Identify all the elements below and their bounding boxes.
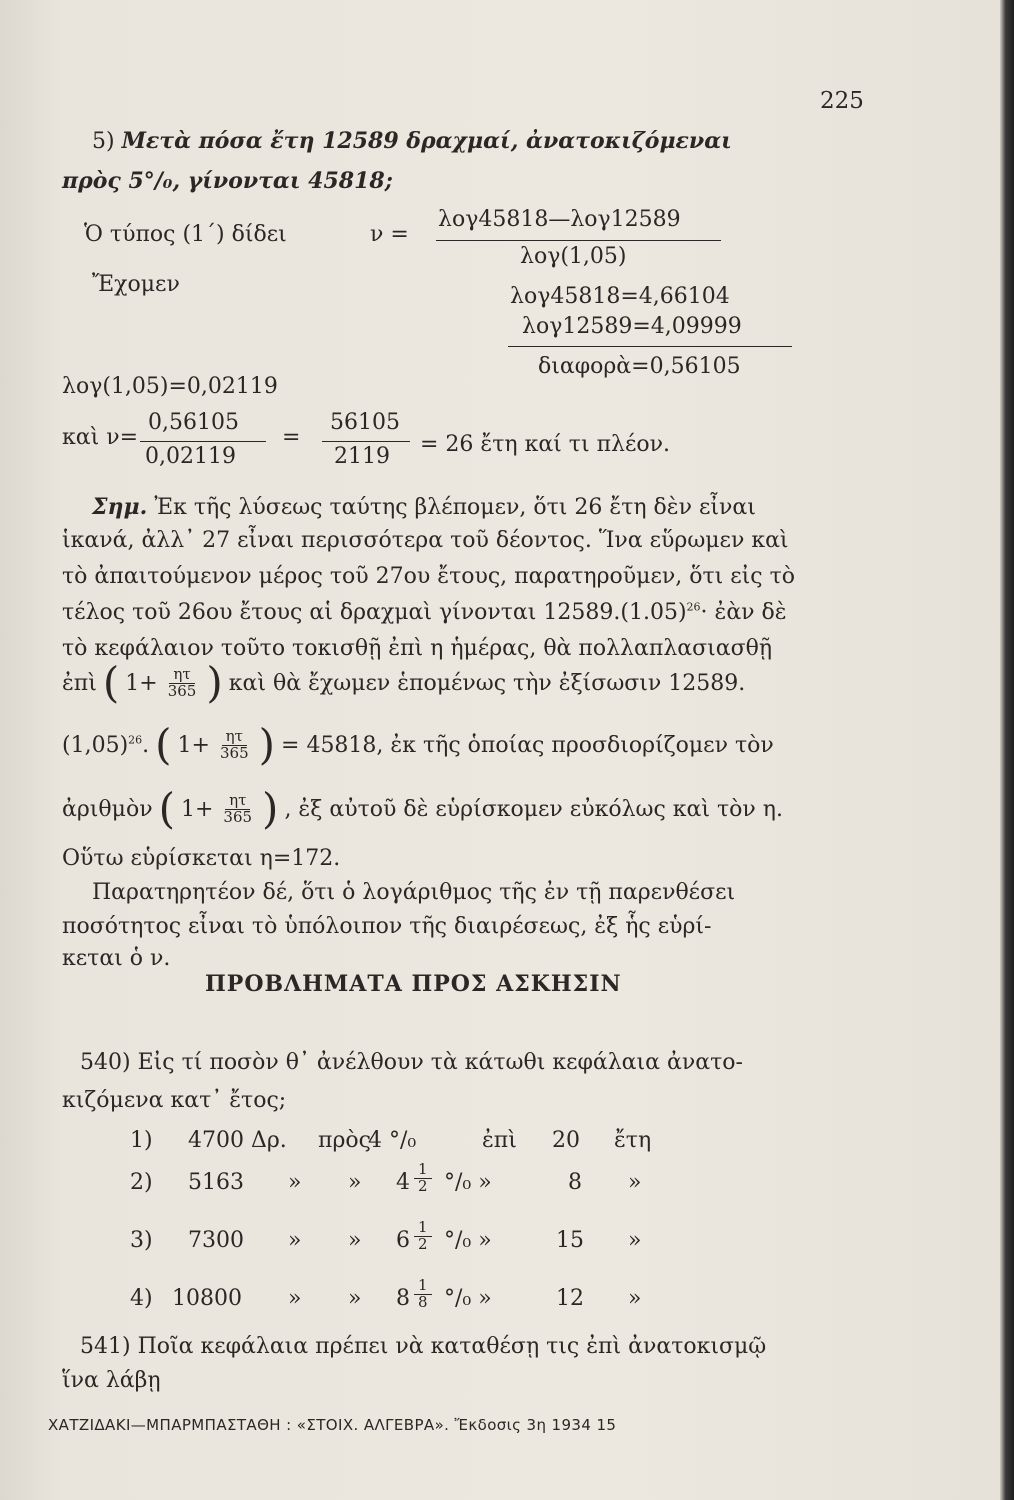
row-rate: 4 °/₀	[368, 1128, 417, 1153]
row-index: 3)	[130, 1228, 153, 1253]
note-line-8	[62, 784, 783, 833]
one-plus: 1+	[180, 796, 214, 822]
remark-line-1: Παρατηρητέον δέ, ὅτι ὁ λογάριθμος τῆς ἐν τῇ παρενθέσει	[92, 880, 736, 905]
problem-541-line-1: 541) Ποῖα κεφάλαια πρέπει νὰ καταθέσῃ τις ἐπὶ ἀνατοκισμῷ	[80, 1334, 767, 1359]
page-footer: ΧΑΤΖΙΔΑΚΙ—ΜΠΑΡΜΠΑΣΤΑΘΗ : «ΣΤΟΙΧ. ΑΛΓΕΒΡΑ». Ἔκδοσις 3η 1934 15	[48, 1416, 617, 1434]
open-paren-icon: (	[158, 784, 175, 833]
problem-5-line-2: πρὸς 5°/₀, γίνονται 45818;	[62, 168, 393, 194]
problem-541-line-2: ἵνα λάβῃ	[62, 1368, 161, 1393]
note-line-8-pre: ἀριθμὸν	[62, 796, 153, 822]
one-plus: 1+	[125, 670, 158, 696]
formula-numerator: λογ45818—λογ12589	[438, 207, 681, 232]
rate-num: 1	[414, 1220, 432, 1237]
ht-denominator: 365	[219, 743, 249, 762]
note-line-9: Οὕτω εὑρίσκεται η=172.	[62, 846, 341, 871]
note-line-5: τὸ κεφάλαιον τοῦτο τοκισθῇ ἐπὶ η ἡμέρας, θὰ πολλαπλασιασθῇ	[62, 636, 773, 661]
note-line-7-pre-wrap: $(1,05)^{26}$.	[62, 732, 150, 758]
row-rate-int: 8	[396, 1286, 410, 1311]
row-pros: »	[348, 1286, 362, 1311]
close-paren-icon: )	[262, 784, 279, 833]
close-paren-icon: )	[258, 720, 276, 769]
row-pros: »	[348, 1228, 362, 1253]
row-unit: ἔτη	[614, 1128, 652, 1153]
row-ditto: »	[288, 1228, 302, 1253]
exercises-heading: ΠΡΟΒΛΗΜΑΤΑ ΠΡΟΣ ΑΣΚΗΣΙΝ	[205, 971, 622, 997]
row-pros: »	[348, 1170, 362, 1195]
formula-denominator: λογ(1,05)	[520, 244, 627, 269]
ht-numerator: ητ	[225, 793, 250, 810]
row-rate-pct: °/₀ »	[444, 1170, 492, 1195]
row-rate-pct: °/₀ »	[444, 1286, 492, 1311]
open-paren-icon: (	[155, 720, 172, 769]
note-line-8-post: , ἐξ αὐτοῦ δὲ εὑρίσκομεν εὐκόλως καὶ τὸν η.	[284, 796, 783, 822]
row-rate-fraction	[414, 1278, 432, 1311]
note-line-6-pre: ἐπὶ	[62, 670, 97, 696]
row-years: 12	[556, 1286, 584, 1311]
row-years: 20	[552, 1128, 580, 1153]
note-line-4	[62, 600, 787, 625]
formula-var: ν =	[370, 222, 409, 247]
ht-denominator: 365	[167, 681, 197, 700]
one-plus: 1+	[177, 732, 210, 758]
formula-lead: Ὁ τύπος (1΄) δίδει	[84, 222, 287, 247]
rate-frac	[414, 1220, 432, 1253]
row-rate-pct: °/₀ »	[444, 1228, 492, 1253]
note-line-7-post: = 45818, ἐκ τῆς ὁποίας προσδιορίζομεν τὸν	[281, 732, 774, 758]
rate-frac	[414, 1162, 432, 1195]
note-line-6-post: καὶ θὰ ἔχωμεν ἑπομένως τὴν ἐξίσωσιν 12589.	[228, 670, 746, 696]
row-rate-fraction	[414, 1220, 432, 1253]
calc-fraction-2-bar	[322, 441, 410, 442]
ht-numerator: ητ	[222, 729, 247, 746]
have-label: Ἔχομεν	[92, 272, 180, 297]
row-rate-int: 4	[396, 1170, 410, 1195]
row-ditto: »	[288, 1170, 302, 1195]
calc-fraction-2-num: 56105	[330, 410, 400, 435]
rate-frac	[414, 1278, 432, 1311]
calc-kai-v: καὶ ν=	[62, 425, 139, 450]
ht-denominator: 365	[223, 807, 253, 826]
row-index: 2)	[130, 1170, 153, 1195]
ht-over-365-fraction	[216, 726, 253, 762]
row-ditto: »	[288, 1286, 302, 1311]
difference: διαφορὰ=0,56105	[538, 354, 741, 379]
row-amount: 7300	[188, 1228, 244, 1253]
ht-over-365-fraction	[219, 790, 256, 826]
problem-540-line-2: κιζόμενα κατ᾽ ἔτος;	[62, 1088, 287, 1113]
problem-5-question: Μετὰ πόσα ἔτη 12589 δραχμαί, ἀνατοκιζόμεναι	[121, 128, 732, 154]
note-line-1-text: Ἐκ τῆς λύσεως ταύτης βλέπομεν, ὅτι 26 ἔτη δὲν εἶναι	[154, 495, 756, 520]
note-line-2: ἱκανά, ἀλλ᾽ 27 εἶναι περισσότερα τοῦ δέοντος. Ἵνα εὕρωμεν καὶ	[62, 528, 789, 553]
row-years: 8	[568, 1170, 582, 1195]
calc-fraction-2-den: 2119	[334, 444, 390, 469]
remark-line-2: ποσότητος εἶναι τὸ ὑπόλοιπον τῆς διαιρέσεως, ἐξ ἧς εὑρί-	[62, 914, 712, 939]
calc-fraction-1-bar	[140, 441, 266, 442]
log-45818: λογ45818=4,66104	[510, 284, 730, 309]
note-line-4-text: τέλος τοῦ 26ου ἔτους αἱ δραχμαὶ γίνονται 12589.(1.05)	[62, 600, 687, 625]
open-paren-icon: (	[102, 658, 120, 707]
note-line-7-exponent: 26	[128, 733, 143, 747]
note-label: Σημ.	[92, 494, 148, 520]
row-amount: 5163	[188, 1170, 244, 1195]
rate-num: 1	[414, 1278, 432, 1295]
row-rate-fraction	[414, 1162, 432, 1195]
row-index: 4)	[130, 1286, 153, 1311]
note-line-1	[92, 494, 756, 520]
problem-540-line-1: 540) Εἰς τί ποσὸν θ᾽ ἀνέλθουν τὰ κάτωθι κεφάλαια ἀνατο-	[80, 1050, 743, 1075]
log-1-05: λογ(1,05)=0,02119	[62, 374, 278, 399]
problem-5-number: 5)	[92, 129, 122, 154]
page-number: 225	[820, 88, 864, 114]
problem-5-line-1	[92, 128, 732, 154]
row-epi: ἐπὶ	[482, 1128, 517, 1153]
calc-result: = 26 ἔτη καί τι πλέον.	[420, 432, 670, 457]
row-rate-int: 6	[396, 1228, 410, 1253]
book-edge	[1000, 0, 1014, 1500]
note-line-7	[62, 720, 774, 769]
rate-num: 1	[414, 1162, 432, 1179]
row-unit: »	[628, 1286, 642, 1311]
rate-den: 2	[418, 1176, 428, 1195]
ht-numerator: ητ	[169, 667, 194, 684]
row-unit: »	[628, 1170, 642, 1195]
row-pros: πρὸς	[318, 1128, 371, 1153]
note-line-6	[62, 658, 746, 707]
rate-den: 2	[418, 1234, 428, 1253]
note-line-7-pre: (1,05)	[62, 732, 129, 758]
row-amount: 10800	[172, 1286, 242, 1311]
log-12589: λογ12589=4,09999	[522, 314, 742, 339]
note-line-4-exponent: 26	[686, 600, 701, 614]
calc-fraction-1-num: 0,56105	[148, 410, 239, 435]
row-years: 15	[556, 1228, 584, 1253]
row-index: 1)	[130, 1128, 153, 1153]
subtraction-rule	[508, 346, 792, 347]
remark-line-3: κεται ὁ ν.	[62, 946, 171, 971]
close-paren-icon: )	[206, 658, 223, 707]
formula-fraction-bar	[436, 240, 721, 241]
row-unit: »	[628, 1228, 642, 1253]
row-amount: 4700 Δρ.	[188, 1128, 287, 1153]
note-line-3: τὸ ἀπαιτούμενον μέρος τοῦ 27ου ἔτους, παρατηροῦμεν, ὅτι εἰς τὸ	[62, 564, 796, 589]
calc-equals: =	[282, 425, 301, 450]
rate-den: 8	[418, 1292, 428, 1311]
calc-fraction-1-den: 0,02119	[145, 444, 236, 469]
note-line-4-end: · ἐὰν δὲ	[700, 600, 787, 625]
ht-over-365-fraction	[164, 664, 201, 700]
